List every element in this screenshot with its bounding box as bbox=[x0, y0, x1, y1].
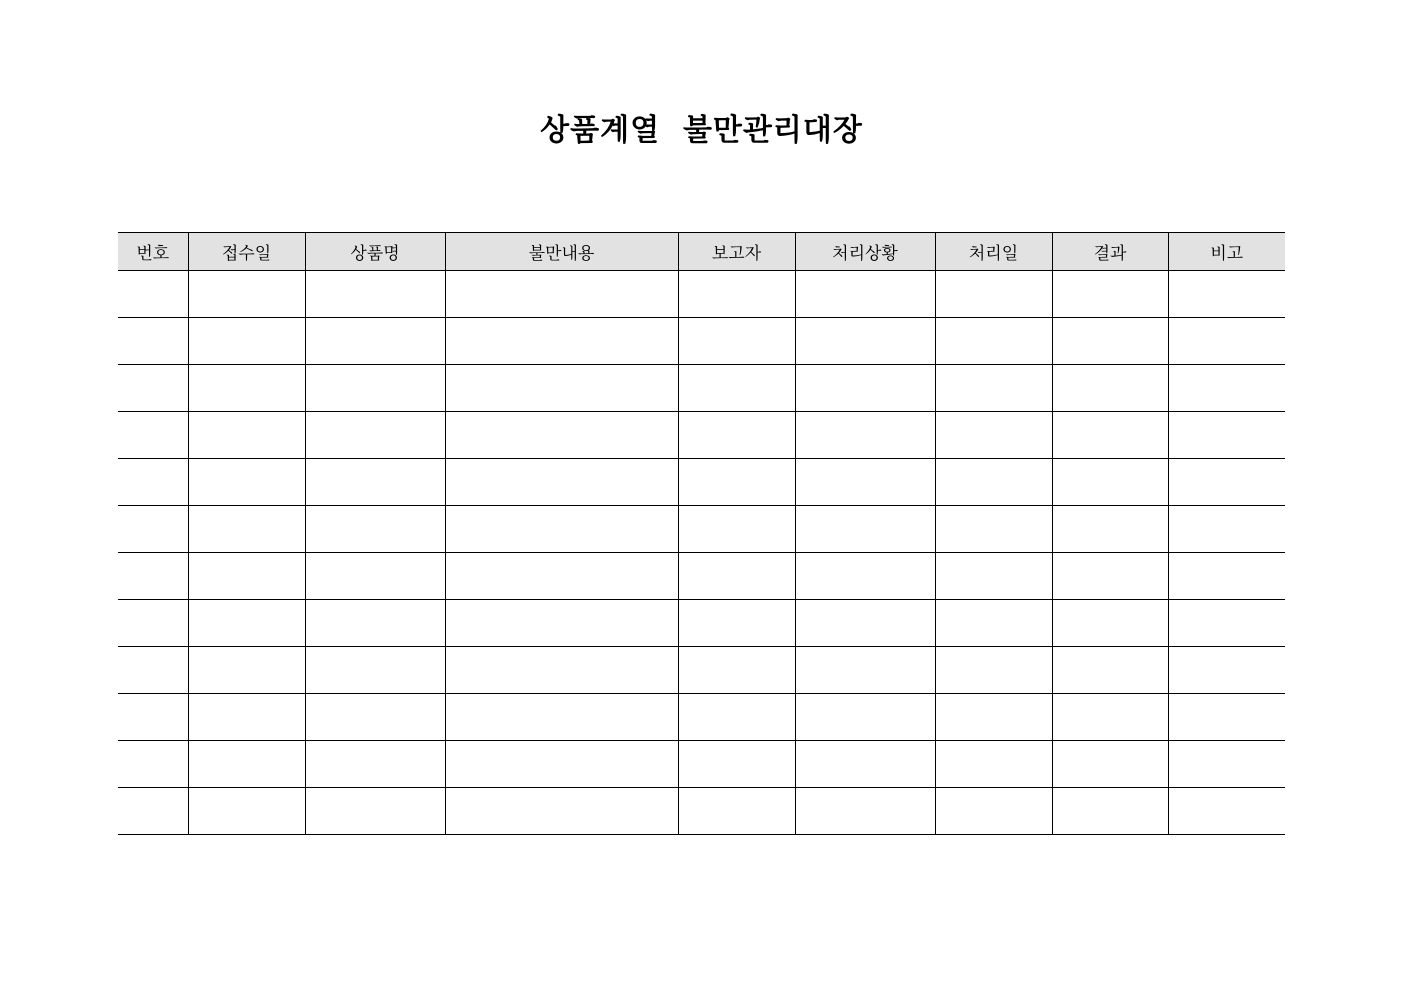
table-cell[interactable] bbox=[305, 553, 445, 600]
table-cell[interactable] bbox=[445, 318, 678, 365]
table-cell[interactable] bbox=[795, 741, 935, 788]
table-cell[interactable] bbox=[1168, 647, 1285, 694]
table-cell[interactable] bbox=[795, 694, 935, 741]
table-cell[interactable] bbox=[118, 553, 188, 600]
table-cell[interactable] bbox=[1052, 647, 1168, 694]
table-cell[interactable] bbox=[1052, 553, 1168, 600]
table-row bbox=[118, 600, 1285, 647]
table-cell[interactable] bbox=[305, 412, 445, 459]
table-cell[interactable] bbox=[188, 459, 305, 506]
table-cell[interactable] bbox=[935, 694, 1052, 741]
page-title: 상품계열 불만관리대장 bbox=[540, 113, 863, 148]
table-cell[interactable] bbox=[118, 694, 188, 741]
table-cell[interactable] bbox=[795, 459, 935, 506]
table-cell[interactable] bbox=[1052, 271, 1168, 318]
table-cell[interactable] bbox=[118, 788, 188, 835]
table-row bbox=[118, 459, 1285, 506]
table-cell[interactable] bbox=[445, 412, 678, 459]
table-cell[interactable] bbox=[1168, 459, 1285, 506]
table-cell[interactable] bbox=[188, 600, 305, 647]
table-cell[interactable] bbox=[935, 412, 1052, 459]
table-cell[interactable] bbox=[1168, 600, 1285, 647]
table-cell[interactable] bbox=[678, 600, 795, 647]
table-cell[interactable] bbox=[678, 647, 795, 694]
table-cell[interactable] bbox=[305, 365, 445, 412]
table-cell[interactable] bbox=[118, 600, 188, 647]
table-cell[interactable] bbox=[445, 694, 678, 741]
column-header-received-date: 접수일 bbox=[188, 233, 305, 271]
table-cell[interactable] bbox=[1052, 412, 1168, 459]
table-cell[interactable] bbox=[935, 506, 1052, 553]
table-cell[interactable] bbox=[1168, 271, 1285, 318]
table-cell[interactable] bbox=[678, 459, 795, 506]
table-cell[interactable] bbox=[118, 412, 188, 459]
table-cell[interactable] bbox=[305, 506, 445, 553]
table-cell[interactable] bbox=[1052, 459, 1168, 506]
column-header-processing-status: 처리상황 bbox=[795, 233, 935, 271]
table-cell[interactable] bbox=[118, 741, 188, 788]
table-row bbox=[118, 412, 1285, 459]
table-cell[interactable] bbox=[305, 788, 445, 835]
table-row bbox=[118, 553, 1285, 600]
table-cell[interactable] bbox=[118, 506, 188, 553]
table-cell[interactable] bbox=[118, 459, 188, 506]
complaint-ledger-table bbox=[118, 232, 1285, 835]
table-cell[interactable] bbox=[1168, 412, 1285, 459]
table-cell[interactable] bbox=[445, 788, 678, 835]
table-cell[interactable] bbox=[188, 271, 305, 318]
table-cell[interactable] bbox=[1168, 741, 1285, 788]
table-cell[interactable] bbox=[678, 318, 795, 365]
table-cell[interactable] bbox=[445, 553, 678, 600]
table-cell[interactable] bbox=[188, 412, 305, 459]
table-cell[interactable] bbox=[118, 271, 188, 318]
table-cell[interactable] bbox=[935, 318, 1052, 365]
table-cell[interactable] bbox=[305, 741, 445, 788]
table-cell[interactable] bbox=[1168, 694, 1285, 741]
table-cell[interactable] bbox=[305, 647, 445, 694]
table-cell[interactable] bbox=[935, 553, 1052, 600]
table-cell[interactable] bbox=[935, 271, 1052, 318]
table-cell[interactable] bbox=[1052, 694, 1168, 741]
table-row bbox=[118, 506, 1285, 553]
table-cell[interactable] bbox=[678, 412, 795, 459]
table-row bbox=[118, 365, 1285, 412]
table-cell[interactable] bbox=[1052, 788, 1168, 835]
column-header-complaint-details: 불만내용 bbox=[445, 233, 678, 271]
table-cell[interactable] bbox=[188, 647, 305, 694]
table-cell[interactable] bbox=[935, 600, 1052, 647]
column-header-remarks: 비고 bbox=[1168, 233, 1285, 271]
table-cell[interactable] bbox=[678, 694, 795, 741]
table-cell[interactable] bbox=[678, 365, 795, 412]
table-cell[interactable] bbox=[1052, 506, 1168, 553]
table-cell[interactable] bbox=[188, 506, 305, 553]
table-row bbox=[118, 647, 1285, 694]
table-cell[interactable] bbox=[445, 741, 678, 788]
table-cell[interactable] bbox=[1052, 600, 1168, 647]
table-cell[interactable] bbox=[678, 741, 795, 788]
table-cell[interactable] bbox=[795, 318, 935, 365]
table-cell[interactable] bbox=[118, 365, 188, 412]
table-cell[interactable] bbox=[678, 271, 795, 318]
table-cell[interactable] bbox=[305, 271, 445, 318]
table-cell[interactable] bbox=[935, 788, 1052, 835]
table-cell[interactable] bbox=[1168, 788, 1285, 835]
table-cell[interactable] bbox=[795, 647, 935, 694]
table-cell[interactable] bbox=[795, 412, 935, 459]
table-cell[interactable] bbox=[935, 365, 1052, 412]
table-cell[interactable] bbox=[445, 365, 678, 412]
table-cell[interactable] bbox=[305, 318, 445, 365]
column-header-product-name: 상품명 bbox=[305, 233, 445, 271]
column-header-number: 번호 bbox=[118, 233, 188, 271]
table-cell[interactable] bbox=[678, 553, 795, 600]
table-cell[interactable] bbox=[1052, 318, 1168, 365]
table-cell[interactable] bbox=[445, 506, 678, 553]
table-cell[interactable] bbox=[118, 318, 188, 365]
table-row bbox=[118, 741, 1285, 788]
table-cell[interactable] bbox=[1168, 506, 1285, 553]
table-cell[interactable] bbox=[935, 647, 1052, 694]
table-row bbox=[118, 694, 1285, 741]
table-cell[interactable] bbox=[1052, 365, 1168, 412]
table-cell[interactable] bbox=[935, 741, 1052, 788]
table-cell[interactable] bbox=[188, 553, 305, 600]
table-cell[interactable] bbox=[445, 271, 678, 318]
column-header-processing-date: 처리일 bbox=[935, 233, 1052, 271]
table-cell[interactable] bbox=[445, 647, 678, 694]
table-cell[interactable] bbox=[188, 694, 305, 741]
table-cell[interactable] bbox=[445, 459, 678, 506]
table-cell[interactable] bbox=[1168, 365, 1285, 412]
table-cell[interactable] bbox=[445, 600, 678, 647]
table-cell[interactable] bbox=[935, 459, 1052, 506]
table-cell[interactable] bbox=[305, 694, 445, 741]
table-cell[interactable] bbox=[188, 365, 305, 412]
table-header-row bbox=[118, 233, 1285, 271]
table-cell[interactable] bbox=[118, 647, 188, 694]
table-cell[interactable] bbox=[795, 600, 935, 647]
table-cell[interactable] bbox=[188, 788, 305, 835]
table-cell[interactable] bbox=[795, 271, 935, 318]
table-cell[interactable] bbox=[678, 506, 795, 553]
table-row bbox=[118, 318, 1285, 365]
table-cell[interactable] bbox=[1052, 741, 1168, 788]
table-cell[interactable] bbox=[795, 553, 935, 600]
table-cell[interactable] bbox=[678, 788, 795, 835]
table-body bbox=[118, 271, 1285, 835]
table-cell[interactable] bbox=[188, 741, 305, 788]
table-cell[interactable] bbox=[1168, 553, 1285, 600]
table-cell[interactable] bbox=[1168, 318, 1285, 365]
table-cell[interactable] bbox=[305, 600, 445, 647]
column-header-result: 결과 bbox=[1052, 233, 1168, 271]
table-cell[interactable] bbox=[188, 318, 305, 365]
table-cell[interactable] bbox=[795, 788, 935, 835]
table-row bbox=[118, 271, 1285, 318]
table-cell[interactable] bbox=[305, 459, 445, 506]
column-header-reporter: 보고자 bbox=[678, 233, 795, 271]
table-row bbox=[118, 788, 1285, 835]
table-cell[interactable] bbox=[795, 365, 935, 412]
table-cell[interactable] bbox=[795, 506, 935, 553]
